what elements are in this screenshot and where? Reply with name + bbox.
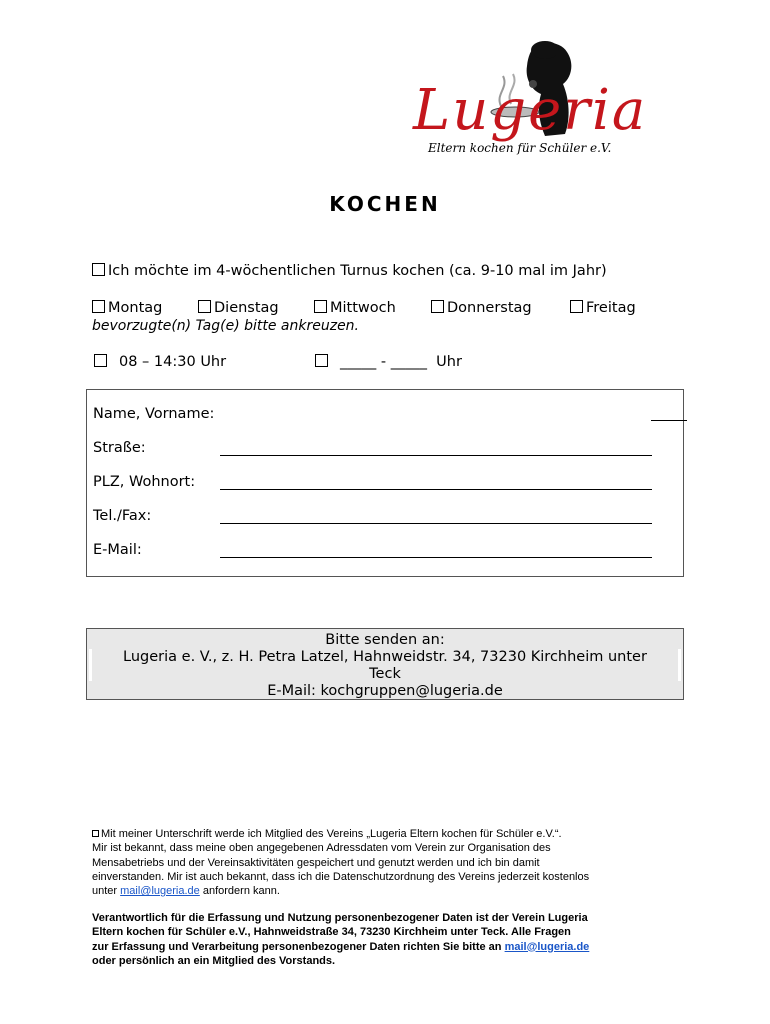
send-heading: Bitte senden an:: [325, 632, 445, 648]
day-label: Mittwoch: [330, 300, 396, 316]
street-label: Straße:: [93, 440, 146, 456]
consent-line: einverstanden. Mir ist auch bekannt, dass ich die Datenschutzordnung des Vereins jederzeit kostenlos: [92, 870, 590, 883]
privacy-line: oder persönlich an ein Mitglied des Vorstands.: [92, 954, 336, 967]
time-option-custom[interactable]: [315, 354, 462, 370]
logo-wordmark: Lugeria: [413, 78, 648, 143]
time-checkbox[interactable]: [94, 354, 107, 367]
phone-field[interactable]: [220, 523, 652, 524]
turnus-option[interactable]: [92, 263, 607, 279]
privacy-notice: [92, 911, 692, 968]
time-label: 08 – 14:30 Uhr: [119, 354, 227, 370]
day-checkbox[interactable]: [431, 300, 444, 313]
send-email: E-Mail: kochgruppen@lugeria.de: [267, 683, 503, 699]
day-label: Donnerstag: [447, 300, 532, 316]
consent-checkbox[interactable]: [92, 830, 99, 837]
address-form: [86, 389, 684, 577]
consent-email-link[interactable]: mail@lugeria.de: [120, 885, 200, 898]
privacy-line: zur Erfassung und Verarbeitung personenbezogener Daten richten Sie bitte an: [92, 940, 502, 953]
day-option-monday[interactable]: [92, 300, 162, 316]
day-checkbox[interactable]: [198, 300, 211, 313]
day-option-tuesday[interactable]: [198, 300, 279, 316]
send-address-cont: Teck: [369, 666, 401, 682]
day-option-friday[interactable]: [570, 300, 636, 316]
turnus-checkbox[interactable]: [92, 263, 105, 276]
consent-line: Mit meiner Unterschrift werde ich Mitglied des Vereins „Lugeria Eltern kochen für Schüler e.V.“.: [101, 828, 562, 840]
consent-line: Mensabetriebs und der Vereinsaktivitäten gespeichert und genutzt werden und ich bin damit: [92, 856, 540, 869]
privacy-email-link[interactable]: mail@lugeria.de: [504, 940, 590, 953]
box-edge-right: [678, 649, 681, 681]
day-label: Freitag: [586, 300, 636, 316]
time-option-fixed[interactable]: [94, 354, 226, 370]
day-option-thursday[interactable]: [431, 300, 532, 316]
lugeria-logo: [405, 38, 695, 163]
phone-label: Tel./Fax:: [93, 508, 152, 524]
logo-tagline: Eltern kochen für Schüler e.V.: [428, 141, 612, 155]
day-checkbox[interactable]: [92, 300, 105, 313]
email-label: E-Mail:: [93, 542, 142, 558]
consent-line: Mir ist bekannt, dass meine oben angegebenen Adressdaten vom Verein zur Organisation des: [92, 842, 551, 855]
day-label: Montag: [108, 300, 163, 316]
privacy-line: Eltern kochen für Schüler e.V., Hahnweidstraße 34, 73230 Kirchheim unter Teck. Alle Fragen: [92, 926, 571, 939]
name-label: Name, Vorname:: [93, 406, 215, 422]
email-field[interactable]: [220, 557, 652, 558]
time-checkbox[interactable]: [315, 354, 328, 367]
street-field[interactable]: [220, 455, 652, 456]
consent-line: unter: [92, 885, 118, 898]
day-checkbox[interactable]: [570, 300, 583, 313]
day-label: Dienstag: [214, 300, 279, 316]
zip-city-field[interactable]: [220, 489, 652, 490]
day-checkbox[interactable]: [314, 300, 327, 313]
name-field[interactable]: [651, 420, 687, 421]
turnus-label: Ich möchte im 4-wöchentlichen Turnus kochen (ca. 9-10 mal im Jahr): [108, 263, 607, 279]
box-edge-left: [89, 649, 92, 681]
days-hint: bevorzugte(n) Tag(e) bitte ankreuzen.: [92, 318, 360, 334]
privacy-line: Verantwortlich für die Erfassung und Nutzung personenbezogener Daten ist der Verein Lugeria: [92, 912, 588, 924]
send-address: Lugeria e. V., z. H. Petra Latzel, Hahnweidstr. 34, 73230 Kirchheim unter: [123, 649, 647, 665]
day-option-wednesday[interactable]: [314, 300, 396, 316]
send-to-box: [86, 628, 684, 700]
consent-line: anfordern kann.: [202, 885, 280, 898]
zip-city-label: PLZ, Wohnort:: [93, 474, 196, 490]
consent-text: [92, 827, 692, 898]
page-title: KOCHEN: [329, 192, 441, 216]
time-label: _____ - _____ Uhr: [340, 354, 462, 370]
